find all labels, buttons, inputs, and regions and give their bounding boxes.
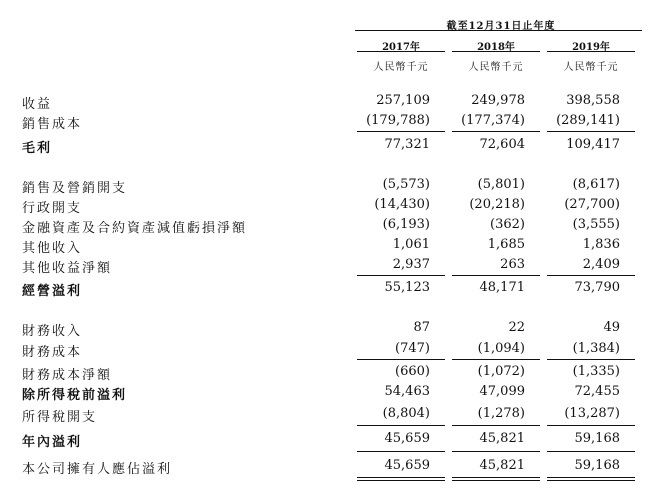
row-label-income-tax-expense: 所得稅開支 [22, 410, 98, 425]
row-label-selling-expenses: 銷售及營銷開支 [22, 181, 128, 196]
row-label-profit-for-year: 年內溢利 [22, 435, 83, 450]
double-underline [452, 477, 540, 481]
subtotal-rule [357, 425, 445, 426]
subtotal-rule [357, 131, 445, 132]
value-cell: 22 [508, 320, 525, 335]
value-cell: (27,700) [564, 197, 620, 212]
row-label-finance-costs: 財務成本 [22, 345, 83, 360]
value-cell: 257,109 [376, 93, 430, 108]
double-underline [547, 477, 635, 481]
value-cell: (14,430) [374, 197, 430, 212]
value-cell: (362) [490, 217, 525, 232]
value-cell: 2,409 [582, 257, 620, 272]
total-rule [547, 451, 635, 452]
subtotal-rule [547, 131, 635, 132]
row-label-revenue: 收益 [22, 97, 53, 112]
value-cell: 45,659 [384, 431, 430, 446]
year-2019-header: 2019年 [572, 42, 610, 53]
value-cell: 73,790 [574, 280, 620, 295]
subtotal-rule [452, 275, 540, 276]
value-cell: 45,659 [384, 458, 430, 473]
subtotal-rule [452, 131, 540, 132]
subtotal-rule [452, 359, 540, 360]
value-cell: 54,463 [384, 384, 430, 399]
value-cell: 1,061 [392, 237, 430, 252]
value-cell: 59,168 [574, 458, 620, 473]
row-label-profit-before-tax: 除所得稅前溢利 [22, 388, 128, 403]
value-cell: 48,171 [479, 280, 525, 295]
value-cell: (660) [395, 364, 430, 379]
year-2018-header: 2018年 [477, 42, 515, 53]
value-cell: 55,123 [384, 280, 430, 295]
value-cell: 1,685 [487, 237, 525, 252]
row-label-net-finance-costs: 財務成本淨額 [22, 368, 113, 383]
value-cell: (179,788) [366, 113, 430, 128]
row-label-cost-of-sales: 銷售成本 [22, 117, 83, 132]
value-cell: (3,555) [572, 217, 620, 232]
value-cell: 49 [603, 320, 620, 335]
value-cell: (6,193) [382, 217, 430, 232]
row-label-other-income: 其他收入 [22, 241, 83, 256]
unit-label: 人民幣千元 [468, 62, 524, 73]
value-cell: (13,287) [564, 406, 620, 421]
value-cell: (5,573) [382, 177, 430, 192]
year-underline [357, 51, 445, 52]
row-label-profit-attributable-to-owners: 本公司擁有人應佔溢利 [22, 462, 173, 477]
value-cell: 59,168 [574, 431, 620, 446]
subtotal-rule [547, 425, 635, 426]
value-cell: (1,335) [572, 364, 620, 379]
value-cell: (1,384) [572, 341, 620, 356]
value-cell: (289,141) [556, 113, 620, 128]
total-rule [357, 451, 445, 452]
value-cell: (747) [395, 341, 430, 356]
value-cell: (177,374) [461, 113, 525, 128]
value-cell: 398,558 [566, 93, 620, 108]
year-2017-header: 2017年 [382, 42, 420, 53]
value-cell: 45,821 [479, 431, 525, 446]
value-cell: 47,099 [479, 384, 525, 399]
value-cell: 77,321 [384, 137, 430, 152]
row-label-finance-income: 財務收入 [22, 324, 83, 339]
value-cell: (1,278) [477, 406, 525, 421]
value-cell: (20,218) [469, 197, 525, 212]
unit-label: 人民幣千元 [373, 62, 429, 73]
value-cell: (5,801) [477, 177, 525, 192]
value-cell: 263 [500, 257, 525, 272]
double-underline [357, 477, 445, 481]
subtotal-rule [357, 359, 445, 360]
row-label-gross-profit: 毛利 [22, 141, 53, 156]
value-cell: (8,617) [572, 177, 620, 192]
subtotal-rule [452, 425, 540, 426]
value-cell: (1,094) [477, 341, 525, 356]
subtotal-rule [547, 275, 635, 276]
value-cell: 1,836 [582, 237, 620, 252]
total-rule [452, 451, 540, 452]
value-cell: (1,072) [477, 364, 525, 379]
value-cell: 45,821 [479, 458, 525, 473]
value-cell: (8,804) [382, 406, 430, 421]
year-underline [452, 51, 540, 52]
value-cell: 72,604 [479, 137, 525, 152]
unit-label: 人民幣千元 [563, 62, 619, 73]
period-header: 截至12月31日止年度 [446, 21, 556, 32]
subtotal-rule [547, 359, 635, 360]
row-label-admin-expenses: 行政開支 [22, 201, 83, 216]
row-label-operating-profit: 經營溢利 [22, 284, 83, 299]
value-cell: 249,978 [471, 93, 525, 108]
subtotal-rule [357, 275, 445, 276]
period-underline [355, 30, 642, 31]
value-cell: 72,455 [574, 384, 620, 399]
row-label-other-gains-net: 其他收益淨額 [22, 261, 113, 276]
value-cell: 109,417 [566, 137, 620, 152]
year-underline [547, 51, 635, 52]
row-label-impairment-losses: 金融資產及合約資產減值虧損淨額 [22, 221, 248, 236]
value-cell: 87 [413, 320, 430, 335]
value-cell: 2,937 [392, 257, 430, 272]
